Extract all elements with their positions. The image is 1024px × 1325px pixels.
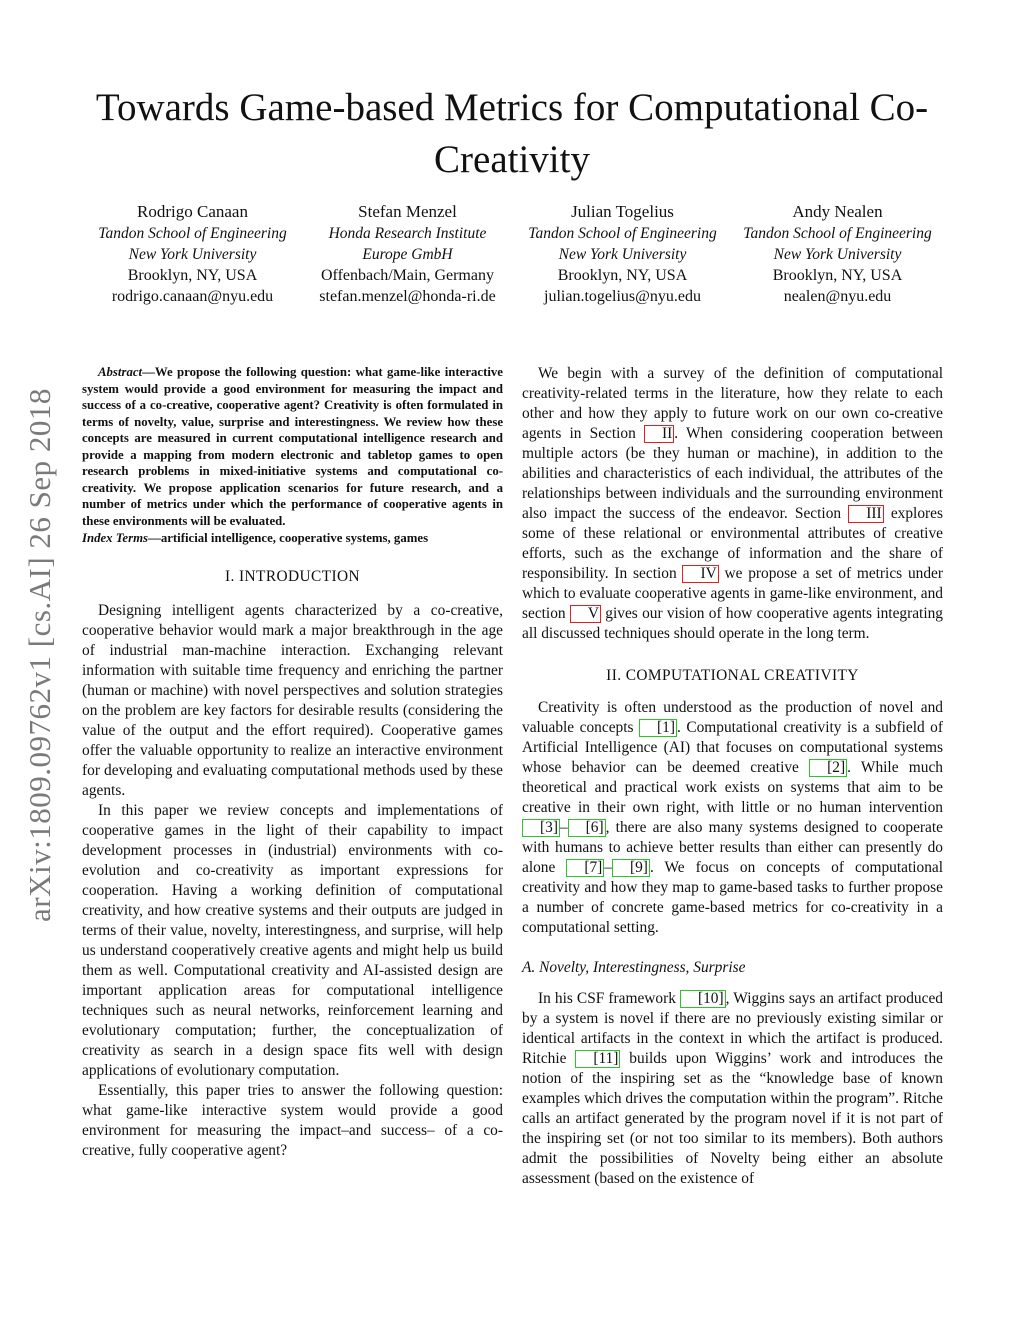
section-link-III[interactable]: III	[848, 505, 883, 523]
paragraph-text: . While much theoretical and practical work exists on systems that aim to be creative in their own right, with little or no human intervention	[522, 759, 943, 816]
citation-link[interactable]: [11]	[575, 1050, 620, 1068]
author-institution: New York University	[773, 246, 902, 263]
arxiv-id: arXiv:1809.09762v1 [cs.AI] 26 Sep 2018	[22, 388, 58, 922]
author-2	[300, 201, 515, 307]
paragraph-text: , there are also many systems designed to cooperate with humans to achieve better results than either can presently do alone	[522, 819, 943, 876]
author-affiliation: Tandon School of Engineering	[743, 225, 932, 242]
author-location: Brooklyn, NY, USA	[772, 267, 903, 284]
author-institution: Europe GmbH	[362, 246, 453, 263]
section-heading-introduction: I. INTRODUCTION	[224, 567, 361, 585]
author-affiliation: Tandon School of Engineering	[528, 225, 717, 242]
abstract	[82, 364, 503, 529]
author-institution: New York University	[558, 246, 687, 263]
citation-link[interactable]: [1]	[639, 719, 677, 737]
intro-paragraph-4	[522, 364, 943, 644]
paragraph-text: explores some of these relational or environmental attributes of creative efforts, such as the exchange of information and the share of responsibility. In section	[522, 505, 943, 582]
author-3	[515, 201, 730, 307]
author-affiliation: Honda Research Institute	[328, 225, 487, 242]
index-terms-text: —artificial intelligence, cooperative systems, games	[148, 531, 429, 545]
index-terms-label: Index Terms	[82, 531, 149, 545]
author-name: Rodrigo Canaan	[137, 202, 248, 221]
author-email[interactable]: julian.togelius@nyu.edu	[544, 288, 701, 305]
author-name: Andy Nealen	[792, 202, 883, 221]
paragraph-text: builds upon Wiggins’ work and introduces the notion of the inspiring set as the “knowledge base of known examples which drives the computation within the program”. Ritche calls an artifact generated by the program novel if it is not part of the inspiring set (or not too similar to its members). Both authors admit the possibilities of Novelty being either an absolute assessment (based on the existence of	[522, 1050, 943, 1187]
paragraph-text: We begin with a survey of the definition of computational creativity-related terms in the literature, how they relate to each other and how they apply to future work on our own co-creative agents in Section	[522, 365, 943, 442]
citation-link[interactable]: [9]	[612, 859, 650, 877]
citation-link[interactable]: [10]	[680, 990, 726, 1008]
novelty-paragraph	[522, 989, 943, 1189]
section-link-IV[interactable]: IV	[682, 565, 718, 583]
citation-link[interactable]: [2]	[809, 759, 847, 777]
author-name: Julian Togelius	[571, 202, 674, 221]
index-terms	[82, 530, 503, 547]
paragraph-text: we propose a set of metrics under which to evaluate cooperative agents in game-like environment, and section	[522, 565, 943, 622]
creativity-paragraph	[522, 698, 943, 938]
citation-link[interactable]: [3]	[522, 819, 560, 837]
paragraph-text: In his CSF framework	[538, 990, 680, 1007]
section-link-V[interactable]: V	[570, 605, 601, 623]
author-institution: New York University	[128, 246, 257, 263]
author-name: Stefan Menzel	[358, 202, 457, 221]
author-location: Brooklyn, NY, USA	[127, 267, 258, 284]
paragraph-text: gives our vision of how cooperative agents integrating all discussed techniques should operate in the long term.	[522, 605, 943, 642]
subsection-heading-novelty: A. Novelty, Interestingness, Surprise	[522, 959, 746, 976]
author-1	[85, 201, 300, 307]
right-column	[522, 364, 943, 1189]
paragraph-text: , Wiggins says an artifact produced by a system is novel if there are no previously existing similar or identical artifacts in the context in which the artifact is produced. Ritchie	[522, 990, 943, 1067]
citation-link[interactable]: [7]	[566, 859, 604, 877]
citation-link[interactable]: [6]	[568, 819, 606, 837]
paragraph-text: –	[559, 819, 568, 836]
paper-title: Towards Game-based Metrics for Computational Co-Creativity	[95, 86, 929, 181]
author-affiliation: Tandon School of Engineering	[98, 225, 287, 242]
author-location: Offenbach/Main, Germany	[321, 267, 494, 284]
paragraph-text: . We focus on concepts of computational creativity and how they map to game-based tasks to further propose a number of concrete game-based metrics for co-creativity in a computational setting.	[522, 859, 943, 936]
intro-paragraph-1: Designing intelligent agents characterized by a co-creative, cooperative behavior would mark a major breakthrough in the age of industrial man-machine interaction. Exchanging relevant information with suitable time frequency and enriching the partner (human or machine) with novel perspectives and solution strategies on the problem are key factors for desirable results (considering the value of the output and the effort required). Cooperative games offer the valuable opportunity to realize an interactive environment for developing and evaluating computational methods used by these agents.	[82, 601, 503, 799]
author-block	[85, 201, 945, 307]
paragraph-text: –	[604, 859, 612, 876]
intro-paragraph-3: Essentially, this paper tries to answer the following question: what game-like interactive system would provide a good environment for measuring the impact–and success– of a co-creative, fully cooperative agent?	[82, 1081, 503, 1159]
author-email[interactable]: rodrigo.canaan@nyu.edu	[111, 288, 274, 305]
arxiv-stamp	[20, 365, 60, 945]
left-column	[82, 364, 503, 1161]
paragraph-text: . Computational creativity is a subfield of Artificial Intelligence (AI) that focuses on computational systems whose behavior can be deemed creative	[522, 719, 944, 776]
author-email[interactable]: nealen@nyu.edu	[783, 288, 892, 305]
section-link-II[interactable]: II	[644, 425, 674, 443]
author-location: Brooklyn, NY, USA	[557, 267, 688, 284]
intro-paragraph-2: In this paper we review concepts and implementations of cooperative games in the light of their capability to impact development processes in (industrial) environments with co-evolution and co-creativity as important expressions for cooperation. Having a working definition of computational creativity, and how creative systems and their outputs are judged in terms of their value, novelty, interestingness, and surprise, will help us understand cooperatively creative agents and might help us build them as well. Computational creativity and AI-assisted design are important application areas for computational intelligence techniques such as neural networks, reinforcement learning and evolutionary computation; further, the conceptualization of creativity as search in a design space fits well with design applications of evolutionary computation.	[82, 801, 503, 1079]
abstract-text: —We propose the following question: what game-like interactive system would provide a good environment for measuring the impact and success of a co-creative, cooperative agent? Creativity is often formulated in terms of novelty, value, surprise and interestingness. We review how these concepts are measured in current computational intelligence research and provide a mapping from modern electronic and tabletop games to open research problems in mixed-initiative systems and computational co-creativity. We propose application scenarios for future research, and a number of metrics under which the performance of cooperative agents in these environments will be evaluated.	[82, 365, 503, 528]
author-4	[730, 201, 945, 307]
paragraph-text: . When considering cooperation between multiple actors (be they human or machine), in addition to the abilities and characteristics of each individual, the attributes of the relationships between individuals and the surrounding environment also impact the success of the endeavor. Section	[522, 425, 943, 522]
author-email[interactable]: stefan.menzel@honda-ri.de	[319, 288, 496, 305]
paragraph-text: Creativity is often understood as the production of novel and valuable concepts	[522, 699, 943, 736]
section-heading-computational-creativity: II. COMPUTATIONAL CREATIVITY	[606, 667, 859, 684]
abstract-label: Abstract	[98, 365, 143, 379]
